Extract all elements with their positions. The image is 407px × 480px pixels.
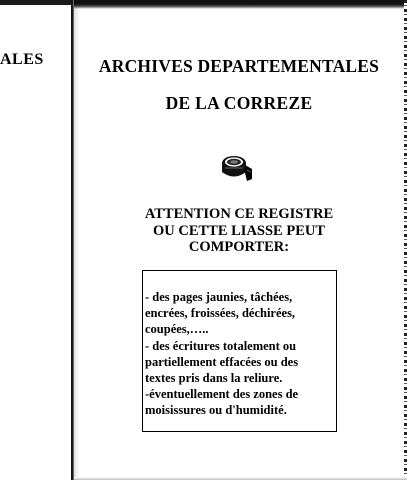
attention-line-2: OU CETTE LIASSE PEUT (152, 222, 326, 239)
notice-line: - des écritures totalement ou (145, 338, 297, 353)
notice-line: -éventuellement des zones de (145, 387, 299, 402)
notice-line: moisissures ou d'humidité. (145, 403, 287, 418)
left-page-title-fragment: ALES (0, 51, 44, 68)
archive-title: ARCHIVES DEPARTEMENTALES (98, 56, 380, 76)
notice-line: encrées, froissées, déchirées, (145, 306, 296, 321)
attention-heading (74, 206, 404, 256)
attention-line-1: ATTENTION CE REGISTRE (144, 206, 334, 222)
notice-line: textes pris dans la reliure. (145, 371, 283, 386)
left-facing-page (0, 5, 72, 480)
archive-subtitle: DE LA CORREZE (165, 93, 313, 113)
archive-seal-icon (219, 150, 255, 186)
notice-line: - des pages jaunies, tâchées, (145, 290, 293, 304)
attention-line-3: COMPORTER: (188, 239, 290, 255)
notice-line: coupées,….. (145, 322, 209, 337)
notice-line: partiellement effacées ou des (145, 354, 299, 369)
warning-notice-text (145, 289, 335, 419)
warning-notice-box (142, 270, 337, 432)
page-top-shadow (74, 0, 407, 9)
